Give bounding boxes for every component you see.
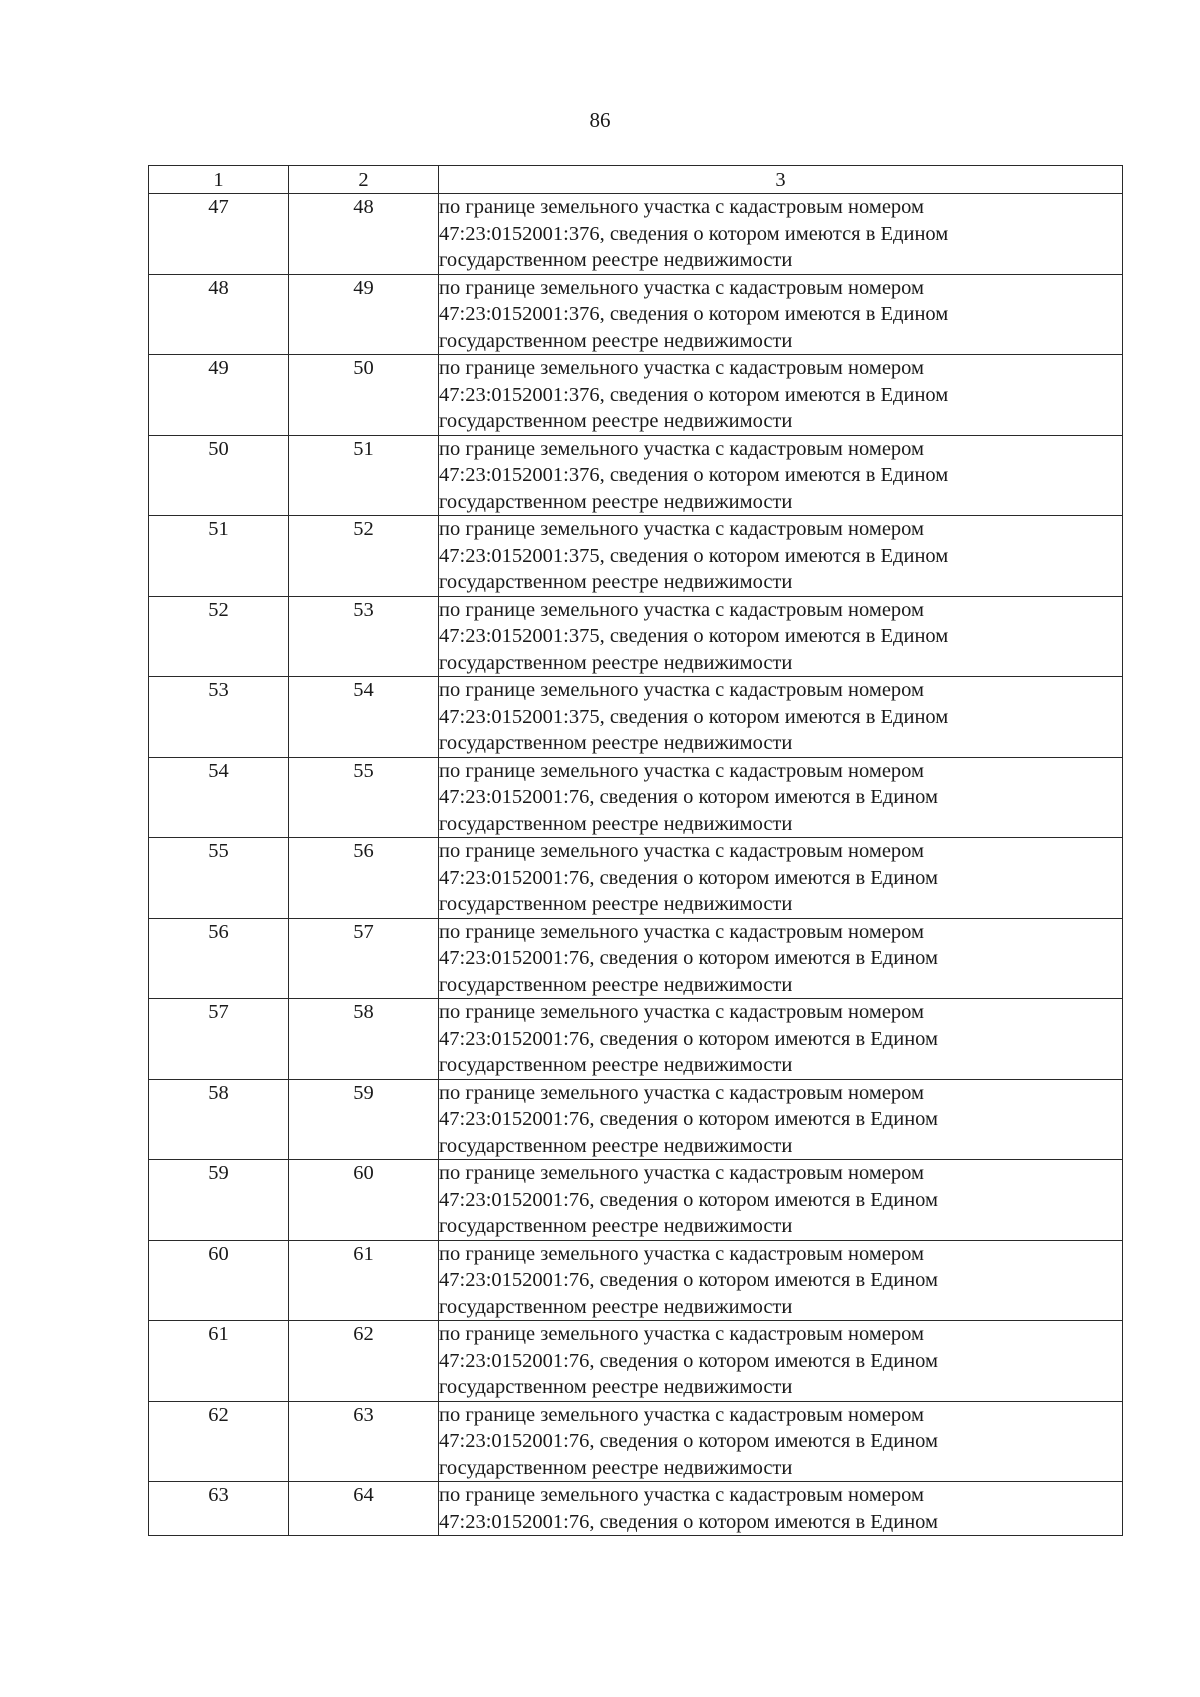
cell-point-to: 60	[289, 1160, 439, 1241]
table-row	[149, 1079, 1123, 1160]
cell-description	[439, 1079, 1123, 1160]
cell-point-from: 60	[149, 1240, 289, 1321]
description-line: 47:23:0152001:76, сведения о котором имеются в Едином	[439, 786, 938, 808]
description-line: по границе земельного участка с кадастровым номером	[439, 679, 925, 701]
description-line: государственном реестре недвижимости	[439, 410, 793, 432]
description-line: государственном реестре недвижимости	[439, 490, 793, 513]
table-row	[149, 1401, 1123, 1482]
cell-point-from: 59	[149, 1160, 289, 1241]
cell-point-to: 57	[289, 918, 439, 999]
description-line: по границе земельного участка с кадастровым номером	[439, 759, 925, 782]
cell-point-to: 51	[289, 435, 439, 516]
table-row	[149, 838, 1123, 919]
description-line: по границе земельного участка с кадастровым номером	[439, 920, 925, 943]
cell-description	[439, 1482, 1123, 1536]
cell-point-to: 52	[289, 516, 439, 597]
table-row	[149, 1160, 1123, 1241]
cell-description	[439, 435, 1123, 516]
cell-point-from: 50	[149, 435, 289, 516]
description-line: государственном реестре недвижимости	[439, 1376, 793, 1398]
cell-description	[439, 596, 1123, 677]
page-number: 86	[589, 108, 611, 132]
table-body	[149, 166, 1123, 1536]
cell-description	[439, 274, 1123, 355]
description-line: 47:23:0152001:76, сведения о котором имеются в Едином	[439, 1108, 938, 1130]
description-line: 47:23:0152001:375, сведения о котором имеются в Едином	[439, 544, 949, 567]
cell-point-from: 53	[149, 677, 289, 758]
description-line: по границе земельного участка с кадастровым номером	[439, 1001, 925, 1023]
description-line: 47:23:0152001:76, сведения о котором имеются в Едином	[439, 1349, 938, 1372]
description-line: государственном реестре недвижимости	[439, 571, 793, 593]
description-line: 47:23:0152001:76, сведения о котором имеются в Едином	[439, 947, 938, 969]
table-row	[149, 999, 1123, 1080]
cell-description	[439, 1401, 1123, 1482]
description-line: по границе земельного участка с кадастровым номером	[439, 1162, 925, 1184]
cell-point-to: 59	[289, 1079, 439, 1160]
description-line: государственном реестре недвижимости	[439, 732, 793, 754]
cell-point-from: 48	[149, 274, 289, 355]
description-line: государственном реестре недвижимости	[439, 973, 793, 996]
description-line: государственном реестре недвижимости	[439, 329, 793, 352]
cell-description	[439, 194, 1123, 275]
table-row	[149, 1240, 1123, 1321]
boundary-description-table	[148, 165, 1123, 1536]
cell-point-from: 63	[149, 1482, 289, 1536]
description-line: 47:23:0152001:76, сведения о котором имеются в Едином	[439, 1269, 938, 1291]
table-row	[149, 435, 1123, 516]
cell-point-to: 56	[289, 838, 439, 919]
description-line: государственном реестре недвижимости	[439, 249, 793, 271]
cell-point-to: 50	[289, 355, 439, 436]
description-line: 47:23:0152001:376, сведения о котором имеются в Едином	[439, 464, 949, 486]
description-line: по границе земельного участка с кадастровым номером	[439, 1323, 925, 1345]
cell-point-from: 61	[149, 1321, 289, 1402]
description-line: государственном реестре недвижимости	[439, 893, 793, 915]
description-line: по границе земельного участка с кадастровым номером	[439, 276, 925, 299]
description-line: 47:23:0152001:376, сведения о котором имеются в Едином	[439, 222, 949, 245]
description-line: государственном реестре недвижимости	[439, 651, 793, 674]
cell-description	[439, 1240, 1123, 1321]
description-line: по границе земельного участка с кадастровым номером	[439, 1484, 925, 1506]
description-line: по границе земельного участка с кадастровым номером	[439, 357, 925, 379]
cell-description	[439, 677, 1123, 758]
cell-point-from: 49	[149, 355, 289, 436]
description-line: государственном реестре недвижимости	[439, 812, 793, 835]
cell-point-to: 63	[289, 1401, 439, 1482]
description-line: по границе земельного участка с кадастровым номером	[439, 1081, 925, 1104]
table-header-row	[149, 166, 1123, 194]
description-line: по границе земельного участка с кадастровым номером	[439, 196, 925, 218]
cell-point-from: 47	[149, 194, 289, 275]
cell-point-from: 54	[149, 757, 289, 838]
description-line: по границе земельного участка с кадастровым номером	[439, 598, 925, 621]
cell-point-from: 56	[149, 918, 289, 999]
cell-point-to: 64	[289, 1482, 439, 1536]
cell-point-from: 62	[149, 1401, 289, 1482]
cell-point-from: 55	[149, 838, 289, 919]
cell-point-to: 58	[289, 999, 439, 1080]
table-row	[149, 194, 1123, 275]
cell-point-from: 51	[149, 516, 289, 597]
cell-description	[439, 757, 1123, 838]
header-cell-3: 3	[439, 166, 1123, 194]
description-line: 47:23:0152001:376, сведения о котором имеются в Едином	[439, 383, 949, 406]
cell-description	[439, 355, 1123, 436]
description-line: 47:23:0152001:375, сведения о котором имеются в Едином	[439, 705, 949, 728]
description-line: государственном реестре недвижимости	[439, 1215, 793, 1237]
table-row	[149, 355, 1123, 436]
table-row	[149, 1321, 1123, 1402]
cell-description	[439, 1321, 1123, 1402]
cell-point-to: 53	[289, 596, 439, 677]
cell-point-to: 62	[289, 1321, 439, 1402]
description-line: 47:23:0152001:76, сведения о котором имеются в Едином	[439, 866, 938, 889]
table-row	[149, 1482, 1123, 1536]
cell-point-to: 61	[289, 1240, 439, 1321]
description-line: государственном реестре недвижимости	[439, 1054, 793, 1076]
cell-description	[439, 1160, 1123, 1241]
description-line: государственном реестре недвижимости	[439, 1295, 793, 1318]
cell-point-from: 58	[149, 1079, 289, 1160]
description-line: по границе земельного участка с кадастровым номером	[439, 1403, 925, 1426]
description-line: 47:23:0152001:76, сведения о котором имеются в Едином	[439, 1027, 938, 1050]
description-line: государственном реестре недвижимости	[439, 1134, 793, 1157]
table-row	[149, 757, 1123, 838]
header-cell-2: 2	[289, 166, 439, 194]
table-row	[149, 274, 1123, 355]
description-line: по границе земельного участка с кадастровым номером	[439, 840, 925, 862]
description-line: 47:23:0152001:76, сведения о котором имеются в Едином	[439, 1510, 938, 1533]
description-line: 47:23:0152001:76, сведения о котором имеются в Едином	[439, 1430, 938, 1452]
description-line: 47:23:0152001:375, сведения о котором имеются в Едином	[439, 625, 949, 647]
description-line: 47:23:0152001:376, сведения о котором имеются в Едином	[439, 303, 949, 325]
cell-description	[439, 516, 1123, 597]
cell-point-from: 52	[149, 596, 289, 677]
description-line: по границе земельного участка с кадастровым номером	[439, 518, 925, 540]
table-row	[149, 918, 1123, 999]
description-line: по границе земельного участка с кадастровым номером	[439, 1242, 925, 1265]
cell-description	[439, 838, 1123, 919]
table-row	[149, 596, 1123, 677]
description-line: по границе земельного участка с кадастровым номером	[439, 437, 925, 460]
cell-description	[439, 918, 1123, 999]
cell-point-to: 48	[289, 194, 439, 275]
cell-point-to: 54	[289, 677, 439, 758]
description-line: 47:23:0152001:76, сведения о котором имеются в Едином	[439, 1188, 938, 1211]
description-line: государственном реестре недвижимости	[439, 1456, 793, 1479]
table-row	[149, 516, 1123, 597]
cell-point-to: 49	[289, 274, 439, 355]
header-cell-1: 1	[149, 166, 289, 194]
table-row	[149, 677, 1123, 758]
cell-point-from: 57	[149, 999, 289, 1080]
cell-description	[439, 999, 1123, 1080]
cell-point-to: 55	[289, 757, 439, 838]
